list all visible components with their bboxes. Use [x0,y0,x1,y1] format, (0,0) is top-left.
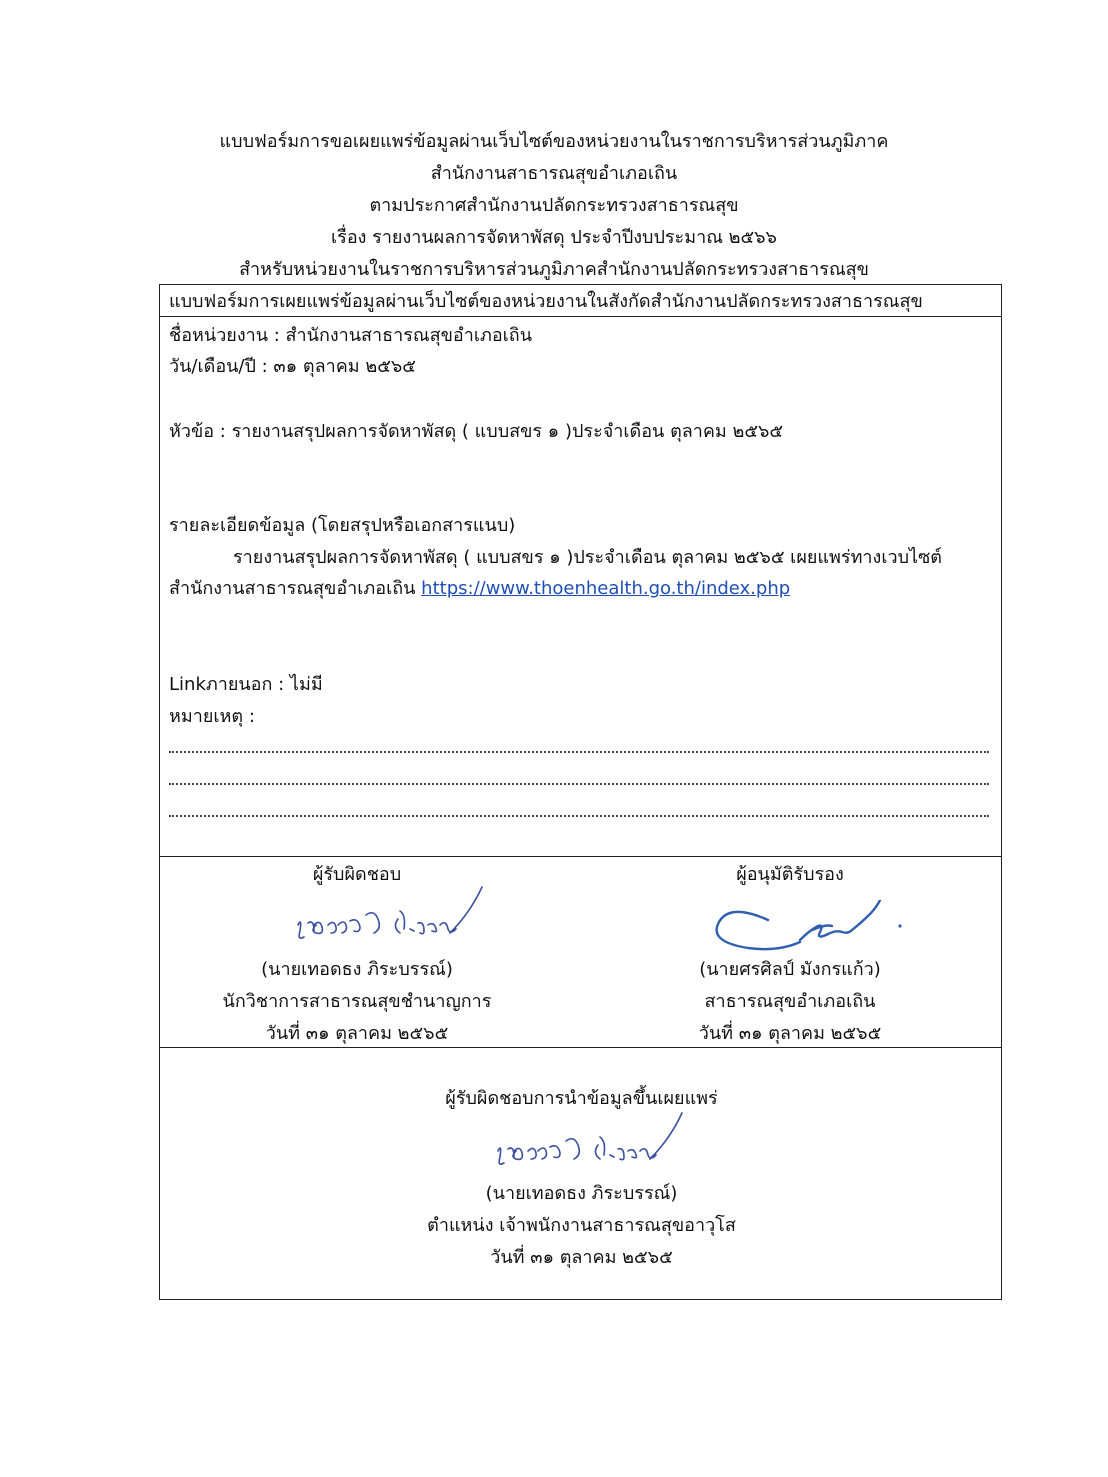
approver-position: สาธารณสุขอำเภอเถิน [704,991,876,1012]
header-line-4: เรื่อง รายงานผลการจัดหาพัสดุ ประจำปีงบประมาณ ๒๕๖๖ [331,227,777,248]
header-line-5: สำหรับหน่วยงานในราชการบริหารส่วนภูมิภาคสำนักงานปลัดกระทรวงสาธารณสุข [239,259,869,280]
publisher-title: ผู้รับผิดชอบการนำข้อมูลขึ้นเผยแพร่ [445,1088,718,1109]
signature-dot [898,924,901,927]
header-line-2: สำนักงานสาธารณสุขอำเภอเถิน [430,163,678,184]
external-link: Linkภายนอก : ไม่มี [169,674,323,695]
detail-line-2-prefix: สำนักงานสาธารณสุขอำเภอเถิน [169,578,422,599]
header-line-1: แบบฟอร์มการขอเผยแพร่ข้อมูลผ่านเว็บไซต์ของหน่วยงานในราชการบริหารส่วนภูมิภาค [219,131,889,152]
form-topic: หัวข้อ : รายงานสรุปผลการจัดหาพัสดุ ( แบบสขร ๑ )ประจำเดือน ตุลาคม ๒๕๖๕ [169,421,784,442]
document-header [0,126,1108,286]
responsible-title: ผู้รับผิดชอบ [312,864,402,885]
responsible-position: นักวิชาการสาธารณสุขชำนาญการ [222,991,492,1012]
divider-title [160,316,1001,317]
website-link[interactable]: https://www.thoenhealth.go.th/index.php [421,578,791,599]
responsible-name: (นายเทอดธง ภิระบรรณ์) [261,959,453,980]
note-label: หมายเหตุ : [169,706,255,727]
divider-publisher [160,1047,1001,1048]
note-dotted-line-2 [169,783,989,785]
detail-line-1: รายงานสรุปผลการจัดหาพัสดุ ( แบบสขร ๑ )ประจำเดือน ตุลาคม ๒๕๖๕ เผยแพร่ทางเวบไซต์ [233,547,942,568]
signature-responsible [290,885,490,955]
publisher-name: (นายเทอดธง ภิระบรรณ์) [485,1183,678,1204]
form-frame [159,284,1002,1300]
header-line-3: ตามประกาศสำนักงานปลัดกระทรวงสาธารณสุข [369,195,739,216]
divider-signatures [160,856,1001,857]
detail-label: รายละเอียดข้อมูล (โดยสรุปหรือเอกสารแนบ) [169,515,516,536]
form-title: แบบฟอร์มการเผยแพร่ข้อมูลผ่านเว็บไซต์ของหน่วยงานในสังกัดสำนักงานปลัดกระทรวงสาธารณสุข [169,291,923,312]
agency-name: ชื่อหน่วยงาน : สำนักงานสาธารณสุขอำเภอเถิน [169,325,533,346]
note-dotted-line-1 [169,751,989,753]
note-dotted-line-3 [169,815,989,817]
form-date: วัน/เดือน/ปี : ๓๑ ตุลาคม ๒๕๖๕ [169,356,416,377]
approver-date: วันที่ ๓๑ ตุลาคม ๒๕๖๕ [698,1023,882,1044]
approver-title: ผู้อนุมัติรับรอง [736,864,844,885]
approver-name: (นายศรศิลป์ มังกรแก้ว) [699,959,881,980]
publisher-position: ตำแหน่ง เจ้าพนักงานสาธารณสุขอาวุโส [427,1215,736,1236]
responsible-date: วันที่ ๓๑ ตุลาคม ๒๕๖๕ [265,1023,449,1044]
detail-line-2 [169,576,790,602]
publisher-date: วันที่ ๓๑ ตุลาคม ๒๕๖๕ [490,1247,673,1268]
signature-publisher [490,1111,690,1181]
signature-approver [708,900,908,960]
